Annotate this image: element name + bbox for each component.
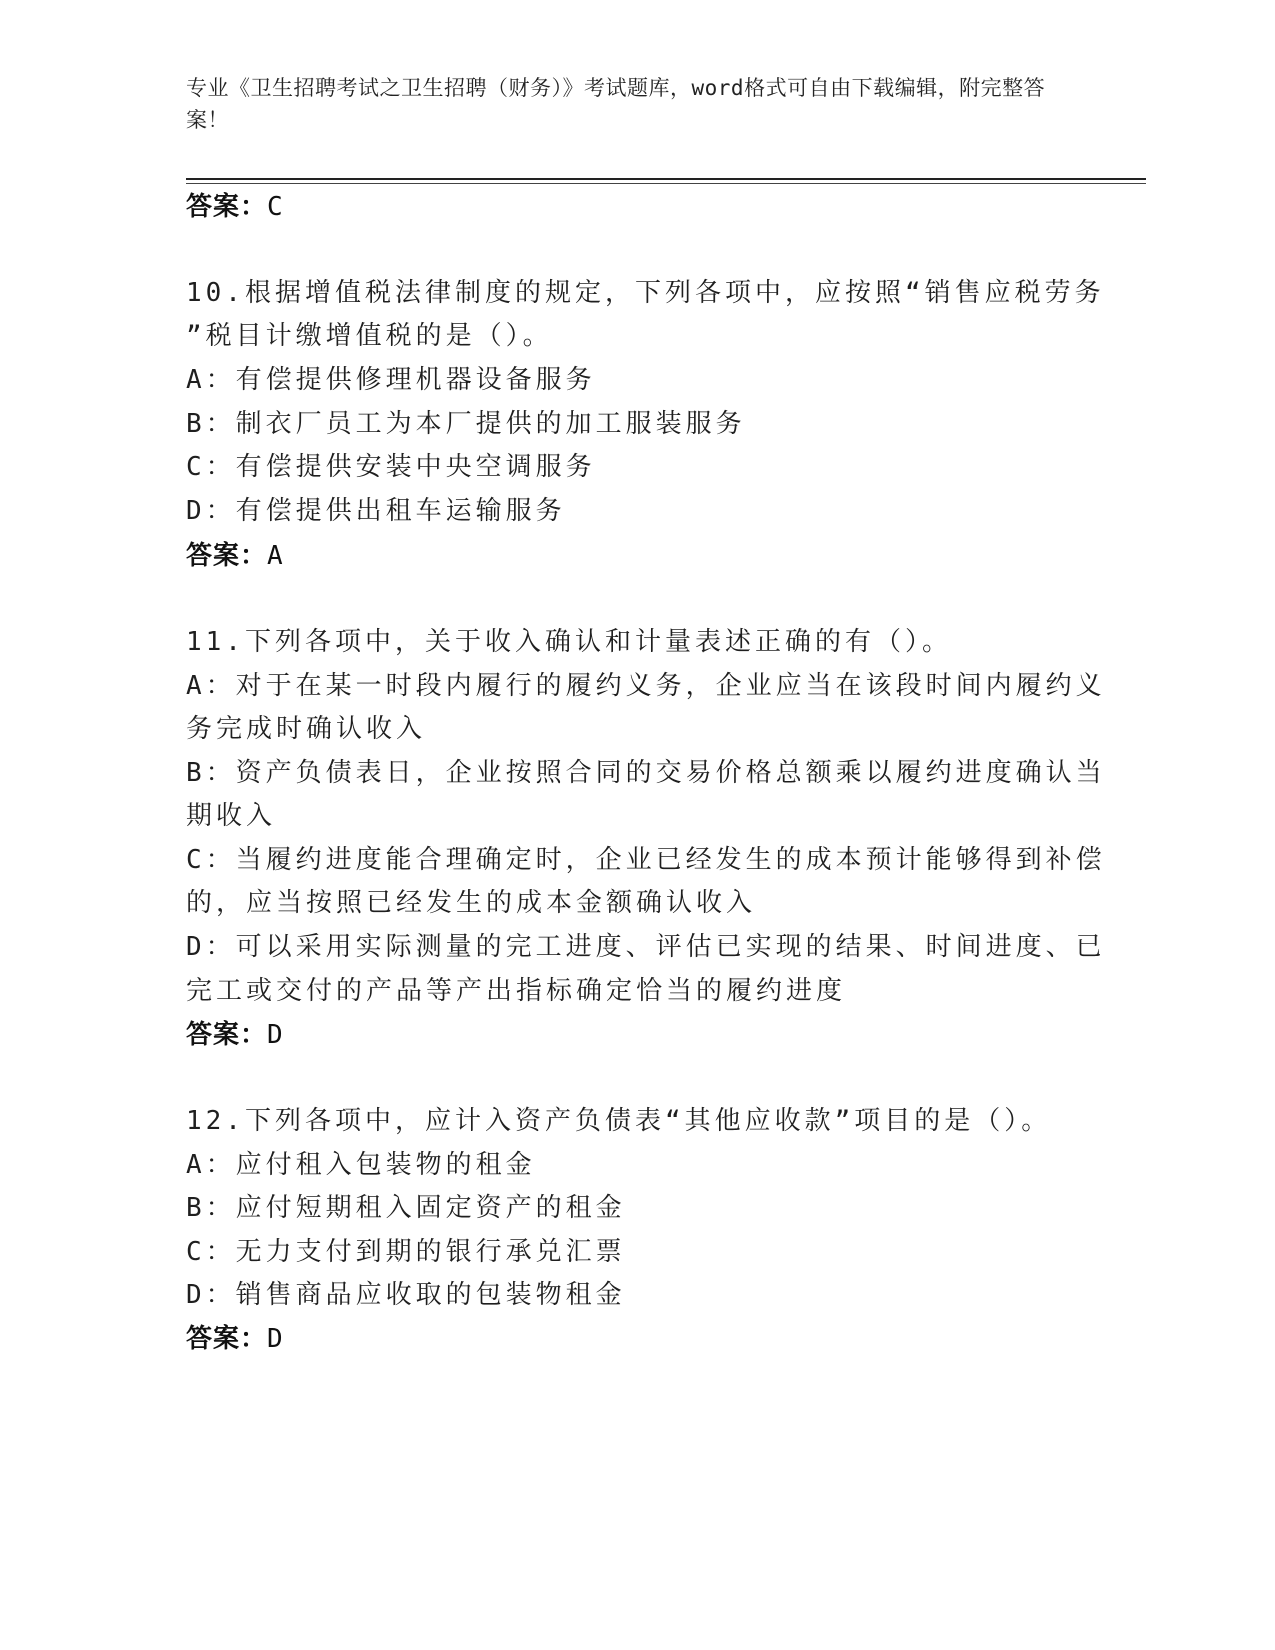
answer-label: 答案： [186, 541, 268, 571]
question-11-option-b-line-1: B：资产负债表日，企业按照合同的交易价格总额乘以履约进度确认当 [186, 758, 1106, 788]
answer-label: 答案： [186, 1020, 268, 1050]
answer-label: 答案： [186, 1324, 268, 1354]
answer-value: C [267, 192, 284, 222]
question-11-option-b-line-2: 期收入 [186, 801, 277, 831]
question-10-option-a: A：有偿提供修理机器设备服务 [186, 365, 596, 395]
question-11-stem: 11.下列各项中，关于收入确认和计量表述正确的有（）。 [186, 627, 952, 657]
question-11-option-c-line-2: 的，应当按照已经发生的成本金额确认收入 [186, 888, 757, 918]
answer-value: D [267, 1324, 284, 1354]
question-11-option-a-line-2: 务完成时确认收入 [186, 714, 427, 744]
header-rule-thin [186, 183, 1146, 184]
question-11-option-d-line-1: D：可以采用实际测量的完工进度、评估已实现的结果、时间进度、已 [186, 932, 1106, 962]
header-rule-thick [186, 178, 1146, 180]
question-11-option-a-line-1: A：对于在某一时段内履行的履约义务，企业应当在该段时间内履约义 [186, 671, 1106, 701]
question-10-option-b: B：制衣厂员工为本厂提供的加工服装服务 [186, 409, 746, 439]
question-10-answer [186, 535, 284, 572]
answer-previous [186, 186, 284, 223]
question-12-option-d: D：销售商品应收取的包装物租金 [186, 1280, 626, 1310]
question-12-option-c: C：无力支付到期的银行承兑汇票 [186, 1237, 626, 1267]
question-12-stem: 12.下列各项中，应计入资产负债表“其他应收款”项目的是（）。 [186, 1106, 1052, 1136]
question-10-option-d: D：有偿提供出租车运输服务 [186, 496, 566, 526]
question-11-option-d-line-2: 完工或交付的产品等产出指标确定恰当的履约进度 [186, 976, 847, 1006]
question-11-answer [186, 1014, 284, 1051]
page-header: 专业《卫生招聘考试之卫生招聘（财务）》考试题库，word格式可自由下载编辑，附完整答案！ [186, 76, 1046, 132]
question-12-answer [186, 1318, 284, 1355]
question-11-option-c-line-1: C：当履约进度能合理确定时，企业已经发生的成本预计能够得到补偿 [186, 845, 1106, 875]
question-10-stem-line-2: ”税目计缴增值税的是（）。 [186, 321, 553, 351]
question-12-option-a: A：应付租入包装物的租金 [186, 1150, 536, 1180]
answer-value: A [267, 541, 284, 571]
question-10-option-c: C：有偿提供安装中央空调服务 [186, 452, 596, 482]
question-12-option-b: B：应付短期租入固定资产的租金 [186, 1193, 626, 1223]
question-10-stem-line-1: 10.根据增值税法律制度的规定，下列各项中，应按照“销售应税劳务 [186, 278, 1105, 308]
answer-label: 答案： [186, 192, 268, 222]
answer-value: D [267, 1020, 284, 1050]
